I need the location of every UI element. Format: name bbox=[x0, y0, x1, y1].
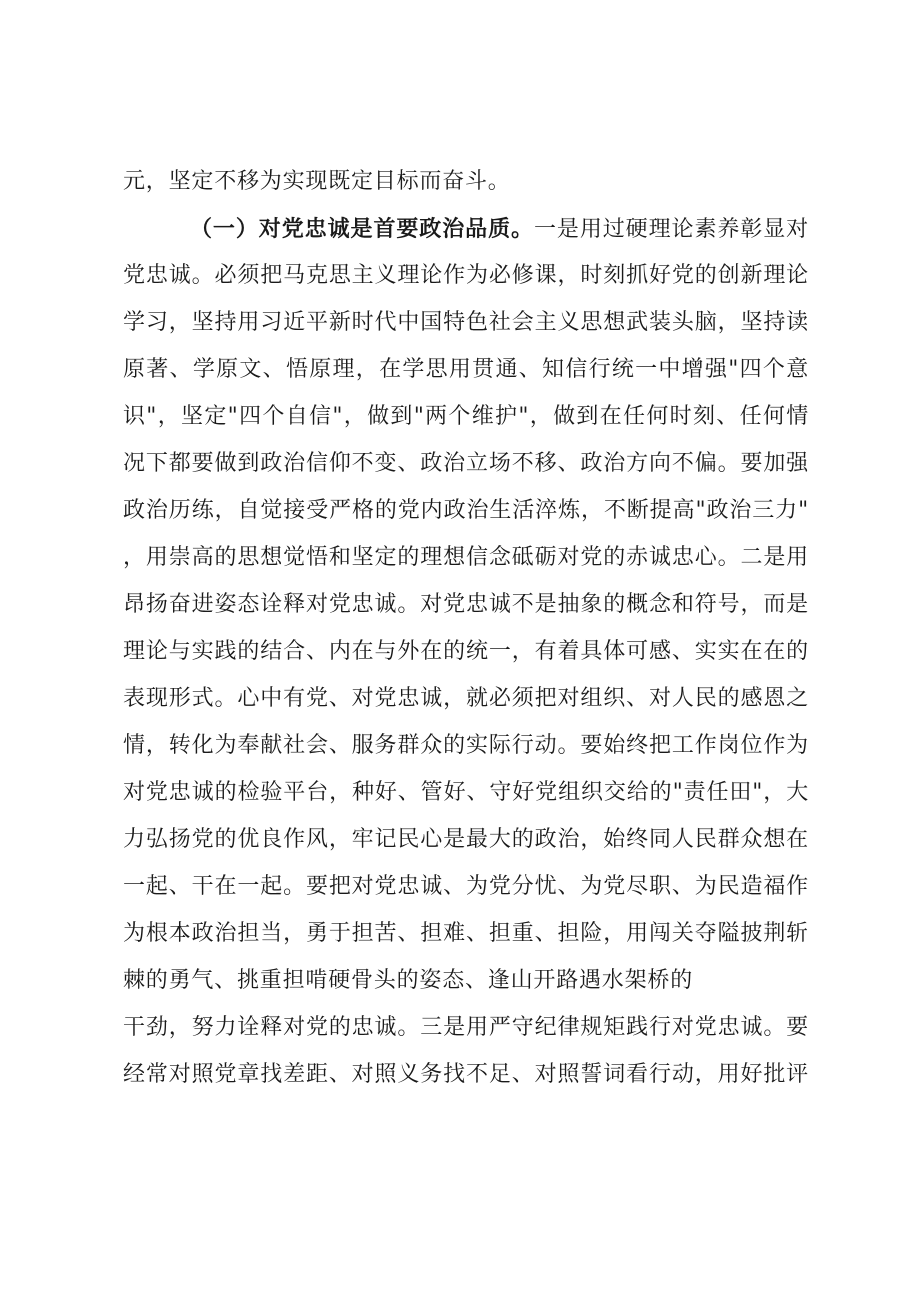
paragraph-line: 表现形式。心中有党、对党忠诚，就必须把对组织、对人民的感恩之 bbox=[123, 686, 809, 711]
paragraph-line: 为根本政治担当，勇于担苦、担难、担重、担险，用闯关夺隘披荆斩 bbox=[123, 921, 809, 946]
paragraph-line: 力弘扬党的优良作风，牢记民心是最大的政治，始终同人民群众想在 bbox=[123, 827, 809, 852]
paragraph-line: 识"，坚定"四个自信"，做到"两个维护"，做到在任何时刻、任何情 bbox=[123, 404, 809, 429]
paragraph-line: 党忠诚。必须把马克思主义理论作为必修课，时刻抓好党的创新理论 bbox=[123, 263, 809, 288]
paragraph-text: 一是用过硬理论素养彰显对 bbox=[533, 217, 809, 242]
paragraph-line: 干劲，努力诠释对党的忠诚。三是用严守纪律规矩践行对党忠诚。要 bbox=[123, 1015, 809, 1040]
paragraph-line: 政治历练，自觉接受严格的党内政治生活淬炼，不断提高"政治三力" bbox=[123, 498, 809, 523]
paragraph-line: 昂扬奋进姿态诠释对党忠诚。对党忠诚不是抽象的概念和符号，而是 bbox=[123, 592, 809, 617]
paragraph-line: 学习，坚持用习近平新时代中国特色社会主义思想武装头脑，坚持读 bbox=[123, 310, 809, 335]
paragraph-line: 元，坚定不移为实现既定目标而奋斗。 bbox=[123, 169, 511, 194]
paragraph-line: 情，转化为奉献社会、服务群众的实际行动。要始终把工作岗位作为 bbox=[123, 733, 809, 758]
paragraph-line: ，用崇高的思想觉悟和坚定的理想信念砥砺对党的赤诚忠心。二是用 bbox=[123, 545, 809, 570]
paragraph-line: 原著、学原文、悟原理，在学思用贯通、知信行统一中增强"四个意 bbox=[123, 357, 809, 382]
paragraph-line: 一起、干在一起。要把对党忠诚、为党分忧、为党尽职、为民造福作 bbox=[123, 874, 809, 899]
paragraph-line: 对党忠诚的检验平台，种好、管好、守好党组织交给的"责任田"，大 bbox=[123, 780, 809, 805]
paragraph-line: 况下都要做到政治信仰不变、政治立场不移、政治方向不偏。要加强 bbox=[123, 451, 809, 476]
paragraph-line: 理论与实践的结合、内在与外在的统一，有着具体可感、实实在在的 bbox=[123, 639, 809, 664]
paragraph-line: 经常对照党章找差距、对照义务找不足、对照誓词看行动，用好批评 bbox=[123, 1062, 809, 1087]
paragraph-line: 棘的勇气、挑重担啃硬骨头的姿态、逢山开路遇水架桥的 bbox=[123, 968, 694, 993]
paragraph-line bbox=[190, 214, 809, 244]
section-heading: （一）对党忠诚是首要政治品质。 bbox=[190, 216, 534, 242]
